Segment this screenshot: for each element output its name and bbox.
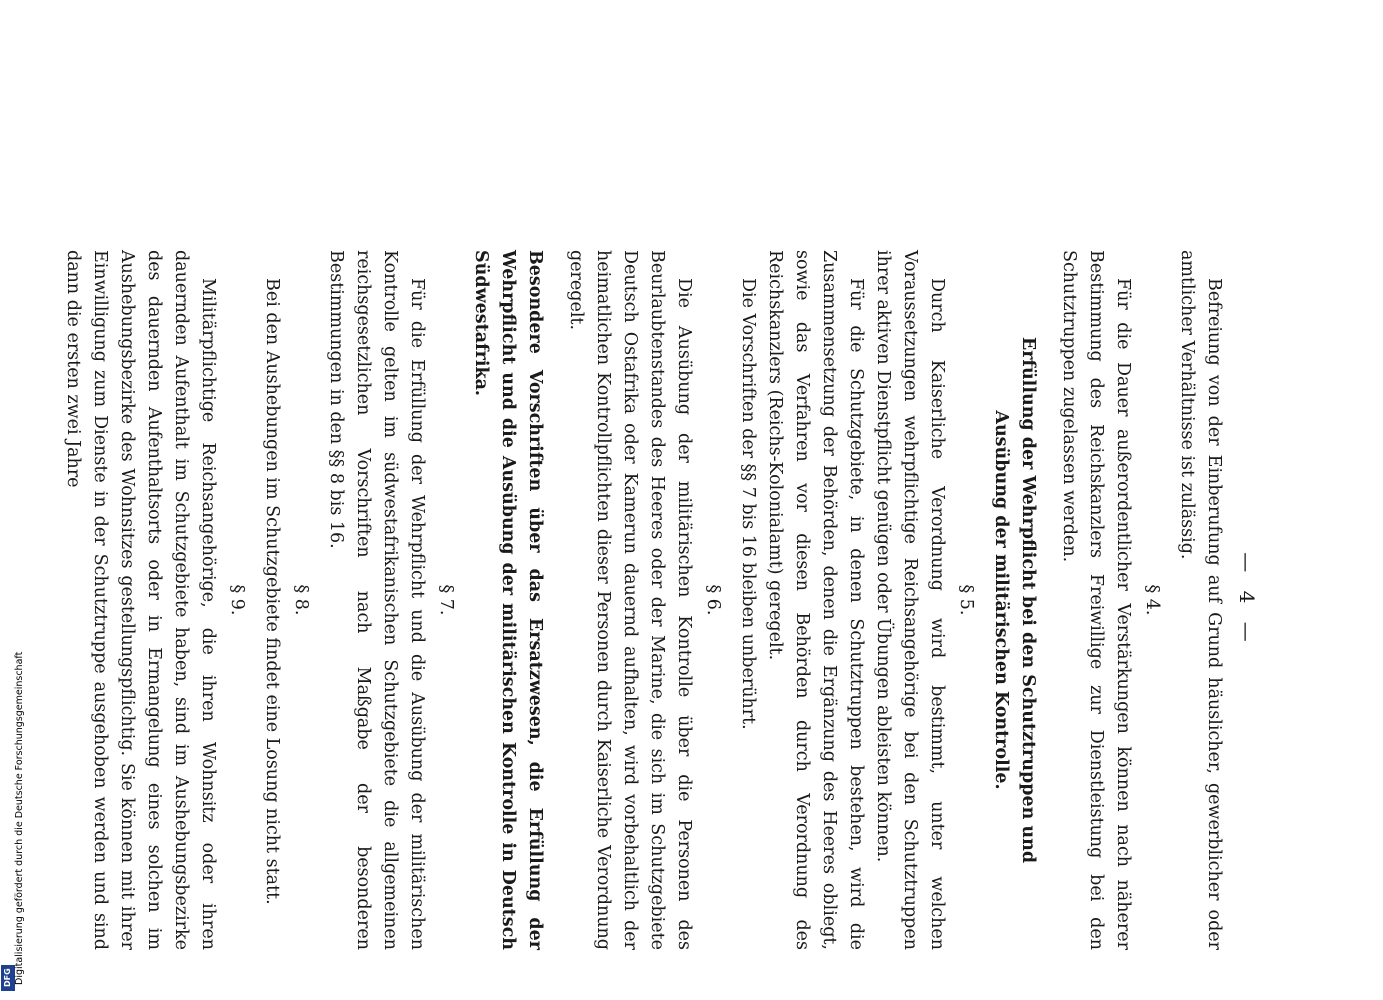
digitization-credit: Digitalisierung gefördert durch die Deutsche Forschungsgemeinschaft — [14, 651, 25, 985]
section-7-text: Für die Erfüllung der Wehrpflicht und die Ausübung der militärischen Kontrolle gelten im südwestafrikanischen Schutzgebiete die allgemeinen reichsgesetzlichen Vorschriften nach Maßgabe der besonderen Bestimmungen in den §§ 8 bis 16. — [326, 250, 427, 950]
rotated-page-text — [63, 250, 1260, 950]
section-8-title: § 8. — [291, 584, 311, 616]
section-7-title: § 7. — [436, 584, 456, 616]
page-number: — 4 — — [1235, 552, 1259, 648]
section-9-title: § 9. — [227, 584, 247, 616]
section-4-text: Für die Dauer außerordentlicher Verstärkungen können nach näherer Bestimmung des Reichskanzlers Freiwillige zur Dienstleistung bei den Schutztruppen zugelassen werden. — [1059, 250, 1133, 950]
heading-wehrpflicht: Erfüllung der Wehrpflicht bei den Schutztruppen und Ausübung der militärischen Kontrolle. — [991, 336, 1038, 864]
section-8-text: Bei den Aushebungen im Schutzgebiete findet eine Losung nicht statt. — [262, 278, 282, 905]
section-5-p3: Die Vorschriften der §§ 7 bis 16 bleiben unberührt. — [738, 278, 758, 730]
section-4-title: § 4. — [1142, 584, 1162, 616]
section-5-p2: Für die Schutzgebiete, in denen Schutztruppen bestehen, wird die Zusammensetzung der Behörden, denen die Ergänzung des Heeres obliegt, sowie das Verfahren vor diesen Behörden durch Verordnung des Reichskanzlers (Reichs-Kolonialamt) geregelt. — [765, 250, 866, 950]
section-6-title: § 6. — [703, 584, 723, 616]
intro-paragraph: Befreiung von der Einberufung auf Grund häuslicher, gewerblicher oder amtlicher Verhältnisse ist zulässig. — [1177, 250, 1224, 950]
heading-suedwestafrika: Besondere Vorschriften über das Ersatzwesen, die Erfüllung der Wehrpflicht und die Ausübung der militärischen Kontrolle in Deutsch Südwestafrika. — [471, 250, 545, 950]
digitization-credit-bar — [0, 0, 25, 1000]
section-6-text: Die Ausübung der militärischen Kontrolle über die Personen des Beurlaubtenstandes des Heeres oder der Marine, die sich im Schutzgebiete Deutsch Ostafrika oder Kamerun dauernd aufhalten, wird vorbehaltlich der heimatlichen Kontrollpflichten dieser Personen durch Kaiserliche Verordnung geregelt. — [566, 250, 694, 950]
section-5-title: § 5. — [956, 584, 976, 616]
dfg-logo: DFG — [1, 965, 15, 991]
section-9-text: Militärpflichtige Reichsangehörige, die ihren Wohnsitz oder ihren dauernden Aufenthalt im Schutzgebiete haben, sind im Aushebungsbezirke des dauernden Aufenthaltsorts oder in Ermangelung eines solchen im Aushebungsbezirke des Wohnsitzes gestellungspflichtig. Sie können mit ihrer Einwilligung zum Dienste in der Schutztruppe ausgehoben werden und sind dann die ersten zwei Jahre — [63, 250, 218, 950]
section-5-p1: Durch Kaiserliche Verordnung wird bestimmt, unter welchen Voraussetzungen wehrpflichtige Reichsangehörige bei den Schutztruppen ihrer aktiven Dienstpflicht genügen oder Übungen ableisten können. — [873, 250, 947, 950]
